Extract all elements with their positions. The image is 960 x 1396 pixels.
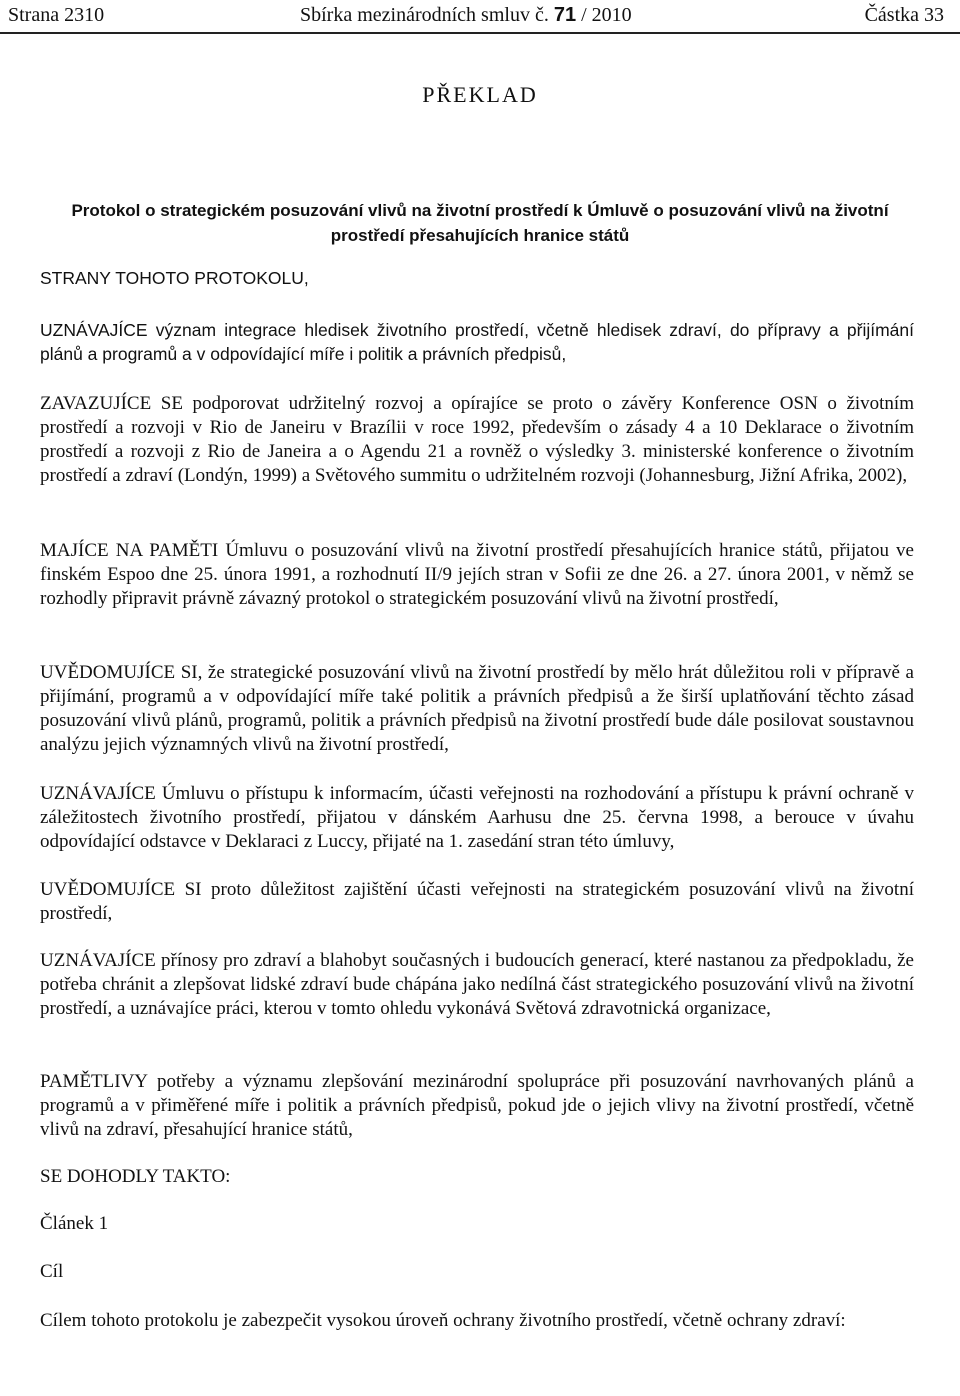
paragraph: PAMĚTLIVY potřeby a významu zlepšování mezinárodní spolupráce při posuzování navrhovaných plánů a programů a v přiměřené míře i politik a právních předpisů, pokud jde o jejich vlivy na životní prostředí, včetně vlivů na zdraví, přesahující hranice států, [40, 1071, 914, 1140]
collection-name: Sbírka mezinárodních smluv č. [300, 4, 549, 26]
parties-heading: STRANY TOHOTO PROTOKOLU, [40, 268, 309, 288]
article-text: Cílem tohoto protokolu je zabezpečit vysokou úroveň ochrany životního prostředí, včetně ochrany zdraví: [40, 1310, 846, 1331]
paragraph: UZNÁVAJÍCE Úmluvu o přístupu k informacím, účasti veřejnosti na rozhodování a přístupu k právní ochraně v záležitostech životního prostředí, přijatou v dánském Aarhusu dne 25. června 1998, a berouce v úvahu odpovídající odstavce v Deklaraci z Luccy, přijaté na 1. zasedání stran této úmluvy, [40, 783, 914, 852]
article-heading: Článek 1 [40, 1213, 109, 1234]
paragraph: UZNÁVAJÍCE význam integrace hledisek životního prostředí, včetně hledisek zdraví, do přípravy a přijímání plánů a programů a v odpovídající míře i politik a právních předpisů, [40, 320, 914, 364]
page-number: Strana 2310 [8, 4, 105, 26]
article-title: Cíl [40, 1261, 64, 1282]
paragraph: UZNÁVAJÍCE přínosy pro zdraví a blahobyt současných i budoucích generací, které nastanou za předpokladu, že potřeba chránit a zlepšovat lidské zdraví bude chápána jako nedílná část strategického posuzování vlivů na životní prostředí, a uznávajíce práci, kterou v tomto ohledu vykonává Světová zdravotnická organizace, [40, 950, 914, 1019]
paragraph: UVĚDOMUJÍCE SI, že strategické posuzování vlivů na životní prostředí by mělo hrát důležitou roli v přípravě a přijímání, programů a v odpovídající míře také politik a právních předpisů a že širší uplatňování těchto zásad posuzování vlivů plánů, programů, politik a právních předpisů na životní prostředí bude dále posilovat soustavnou analýzu jejich významných vlivů na životní prostředí, [40, 662, 914, 755]
agreed-heading: SE DOHODLY TAKTO: [40, 1166, 231, 1187]
paragraph: UVĚDOMUJÍCE SI proto důležitost zajištění účasti veřejnosti na strategickém posuzování vlivů na životní prostředí, [40, 879, 914, 924]
document-title: PŘEKLAD [422, 82, 538, 107]
issue-year: / 2010 [581, 4, 632, 26]
collection-title [300, 4, 632, 27]
part-number: Částka 33 [864, 4, 944, 26]
document-subtitle: Protokol o strategickém posuzování vlivů na životní prostředí k Úmluvě o posuzování vlivů na životní prostředí přesahujících hranice států [71, 201, 889, 245]
page-header [0, 0, 960, 34]
paragraph: ZAVAZUJÍCE SE podporovat udržitelný rozvoj a opírajíce se proto o závěry Konference OSN o životním prostředí a rozvoji v Rio de Janeiru v Brazílii v roce 1992, především o zásady 4 a 10 Deklarace o životním prostředí a rozvoji z Rio de Janeira a o Agendu 21 a rovněž o výsledky 3. ministerské konference o životním prostředí a zdraví (Londýn, 1999) a Světového summitu o udržitelném rozvoji (Johannesburg, Jižní Afrika, 2002), [40, 393, 914, 486]
paragraph: MAJÍCE NA PAMĚTI Úmluvu o posuzování vlivů na životní prostředí přesahujících hranice států, přijatou ve finském Espoo dne 25. února 1991, a rozhodnutí II/9 jejích stran v Sofii ze dne 26. a 27. února 2001, v němž se rozhodly připravit právně závazný protokol o strategickém posuzování vlivů na životní prostředí, [40, 540, 914, 609]
issue-number: 71 [553, 4, 577, 26]
